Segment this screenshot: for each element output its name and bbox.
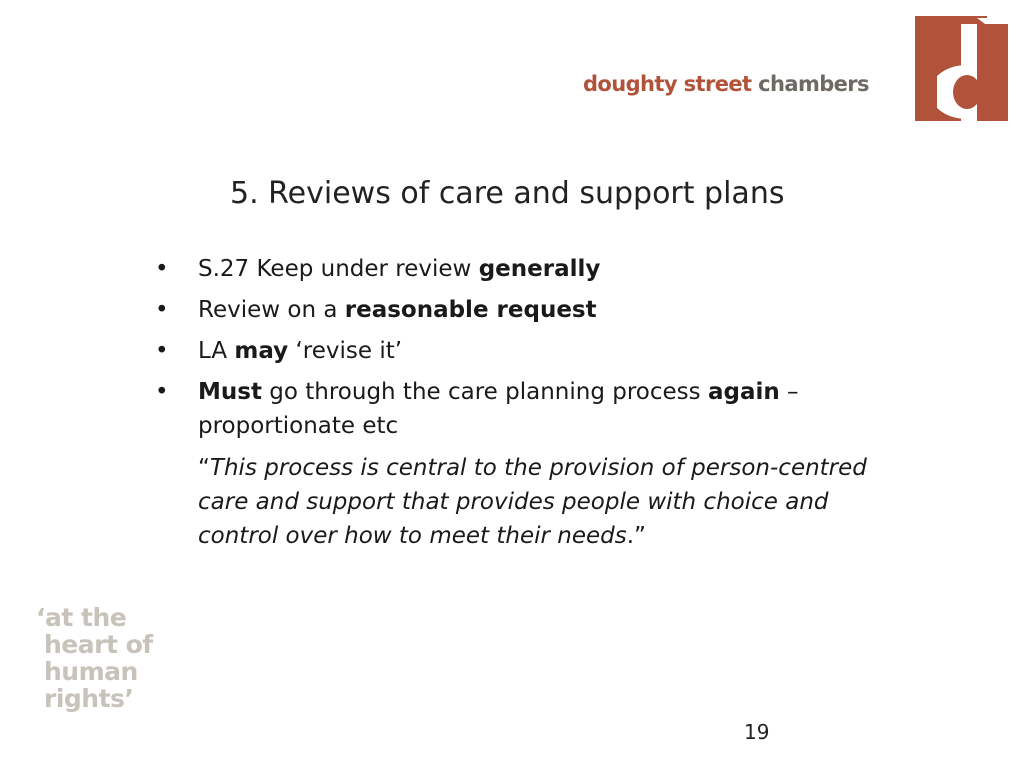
bullet-list	[155, 252, 875, 450]
bullet-emphasis: may	[234, 338, 289, 364]
bullet-dot: •	[155, 256, 169, 282]
brand-name-part2: chambers	[758, 72, 869, 96]
tagline-line: ‘at the	[36, 603, 127, 632]
bullet-text: – proportionate etc	[198, 379, 799, 439]
bullet-text: Review on a	[198, 297, 345, 323]
brand-name-part1: doughty street	[583, 72, 752, 96]
bullet-dot: •	[155, 297, 169, 323]
quote-open-mark: “	[198, 455, 210, 481]
bullet-item	[155, 293, 875, 327]
slide-title: 5. Reviews of care and support plans	[230, 176, 785, 211]
bullet-emphasis: generally	[478, 256, 601, 282]
bullet-item	[155, 252, 875, 286]
tagline	[36, 604, 153, 712]
bullet-text: LA	[198, 338, 235, 364]
bullet-item	[155, 334, 875, 368]
tagline-line: rights’	[44, 684, 134, 713]
quote-close-mark: .”	[626, 523, 646, 549]
guidance-quote	[198, 451, 878, 553]
bullet-dot: •	[155, 338, 169, 364]
bullet-emphasis: Must	[198, 379, 262, 405]
bullet-emphasis: reasonable request	[344, 297, 597, 323]
bullet-item	[155, 375, 875, 443]
brand-wordmark	[583, 72, 869, 96]
chambers-d-logo-icon	[915, 16, 1008, 121]
bullet-dot: •	[155, 379, 169, 405]
quote-text: This process is central to the provision of person-centred care and support that provides people with choice and control over how to meet their needs	[198, 455, 867, 549]
bullet-text: ‘revise it’	[288, 338, 403, 364]
bullet-text: S.27 Keep under review	[198, 256, 479, 282]
bullet-text: go through the care planning process	[261, 379, 708, 405]
tagline-line: heart of	[44, 630, 153, 659]
tagline-line: human	[44, 657, 138, 686]
page-number: 19	[744, 720, 770, 744]
bullet-emphasis: again	[707, 379, 780, 405]
